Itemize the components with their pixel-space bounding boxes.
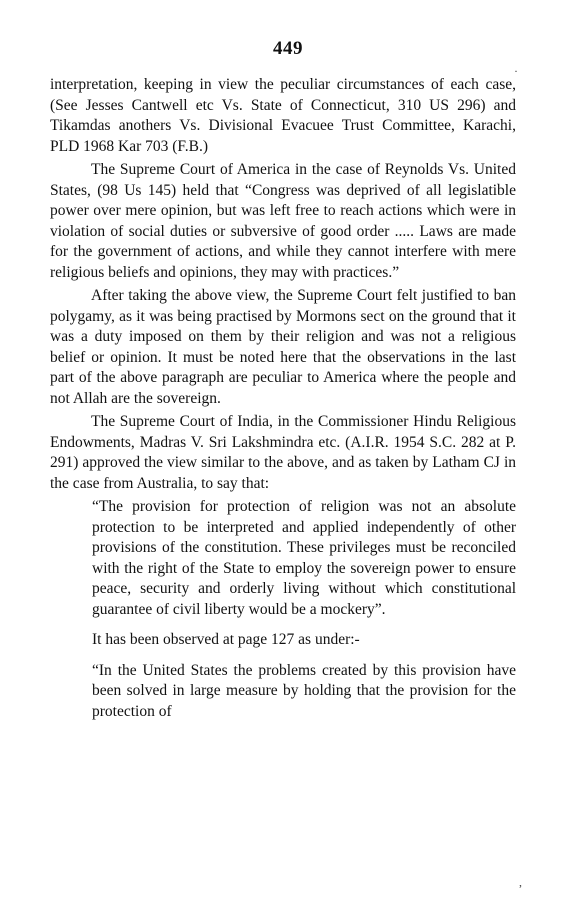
scan-speck: · bbox=[514, 64, 518, 78]
paragraph-polygamy: After taking the above view, the Supreme Court felt justified to ban polygamy, as it was being practised by Mormons sect on the ground that it was a duty imposed on them by their religion and was not a religious belief or opinion. It must be noted here that the observations in the last part of the above paragraph are peculiar to America where the people and not Allah are the sovereign. bbox=[50, 287, 516, 407]
scan-speck: , bbox=[519, 875, 522, 889]
paragraph-continuation: interpretation, keeping in view the peculiar circumstances of each case, (See Jesses Cantwell etc Vs. State of Connecticut, 310 US 296) and Tikamdas anothers Vs. Divisional Evacuee Trust Committee, Karachi, PLD 1968 Kar 703 (F.B.) bbox=[50, 76, 516, 155]
paragraph-india: The Supreme Court of India, in the Commissioner Hindu Religious Endowments, Madras V. Sri Lakshmindra etc. (A.I.R. 1954 S.C. 282 at P. 291) approved the view similar to the above, and as taken by Latham CJ in the case from Australia, to say that: bbox=[50, 413, 516, 492]
block-quote-page-reference: It has been observed at page 127 as under:- bbox=[92, 631, 360, 648]
paragraph-reynolds: The Supreme Court of America in the case of Reynolds Vs. United States, (98 Us 145) held that “Congress was deprived of all legislatible power over mere opinion, but was left free to reach actions which were in violation of social duties or subversive of good order ..... Laws are made for the government of actions, and while they cannot interfere with mere religious beliefs and opinions, they may with practices.” bbox=[50, 161, 516, 281]
body-text bbox=[50, 75, 516, 726]
block-quote-united-states: “In the United States the problems created by this provision have been solved in large measure by holding that the provision for the protection of bbox=[92, 661, 516, 720]
page-number: 449 bbox=[273, 38, 303, 59]
block-quote-protection: “The provision for protection of religion was not an absolute protection to be interpreted and applied independently of other provisions of the constitution. These privileges must be reconciled with the right of the State to employ the sovereign power to ensure peace, security and orderly living without which constitutional guarantee of civil liberty would be a mockery”. bbox=[92, 498, 516, 618]
